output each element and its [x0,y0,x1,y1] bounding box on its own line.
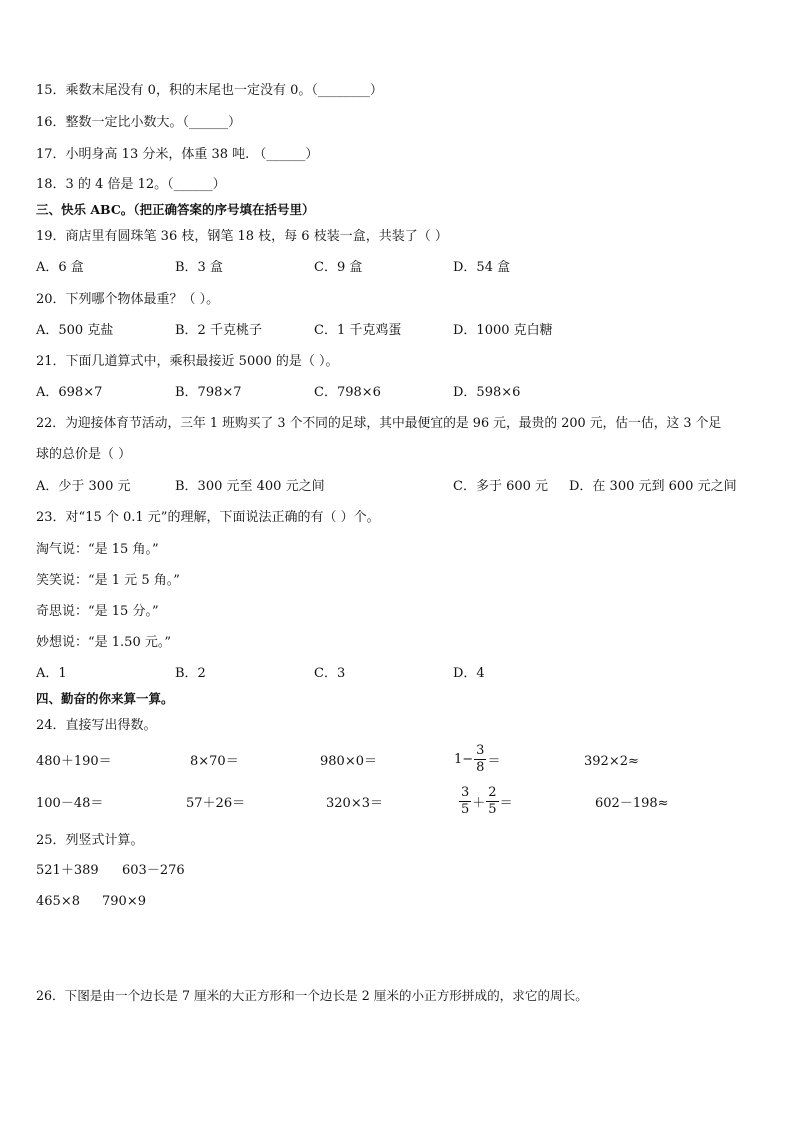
q20-option-b: B．2 千克桃子 [175,323,262,338]
q25-item-1: 521＋389 [36,863,99,878]
fraction-denominator: 5 [461,802,470,817]
question-22-line-1: 22．为迎接体育节活动，三年 1 班购买了 3 个不同的足球，其中最便宜的是 96 元，最贵的 200 元，估一估，这 3 个足 [36,416,722,431]
q21-option-c: C．798×6 [314,385,381,400]
q19-option-b: B．3 盒 [175,260,223,275]
q23-option-c: C．3 [314,666,346,681]
q24-item-6: 100－48＝ [36,796,104,811]
q20-option-a: A．500 克盐 [36,323,114,338]
fraction [474,743,486,776]
q24-item-4-fraction [454,743,500,776]
q24-item-8: 320×3＝ [326,796,383,811]
q23-saying-qisi: 奇思说：“是 15 分。” [36,604,159,619]
fraction-numerator: 2 [488,785,497,800]
q23-option-a: A．1 [36,666,67,681]
question-26: 26．下图是由一个边长是 7 厘米的大正方形和一个边长是 2 厘米的小正方形拼成的，求它的周长。 [36,988,588,1003]
q20-option-d: D．1000 克白糖 [453,323,553,338]
q24-item-9-fraction [458,785,513,818]
question-19: 19．商店里有圆珠笔 36 枝，钢笔 18 枝，每 6 枝装一盒，共装了（ ） [36,229,448,244]
q25-item-4: 790×9 [102,894,146,909]
fraction [486,785,498,818]
q23-option-d: D．4 [453,666,485,681]
q23-saying-taoqi: 淘气说：“是 15 角。” [36,542,159,557]
question-25: 25．列竖式计算。 [36,833,144,848]
question-16: 16．整数一定比小数大。（______） [36,115,242,130]
q23-option-b: B．2 [175,666,206,681]
section-3-heading: 三、快乐 ABC。（把正确答案的序号填在括号里） [36,202,315,217]
q24-item-5: 392×2≈ [584,754,639,769]
q25-item-3: 465×8 [36,894,80,909]
fraction-denominator: 5 [488,802,497,817]
q19-option-a: A．6 盒 [36,260,84,275]
q24-item-9-equals: ＝ [499,796,513,811]
q24-item-4-equals: ＝ [487,754,501,769]
q23-saying-miaoxiang: 妙想说：“是 1.50 元。” [36,635,172,650]
fraction [459,785,471,818]
q21-option-a: A．698×7 [36,385,103,400]
q24-item-2: 8×70＝ [190,754,239,769]
q24-item-7: 57＋26＝ [186,796,246,811]
q24-item-1: 480＋190＝ [36,754,112,769]
question-24: 24．直接写出得数。 [36,718,157,733]
q22-option-d: D．在 300 元到 600 元之间 [569,479,737,494]
question-17: 17．小明身高 13 分米，体重 38 吨. （______） [36,147,319,162]
q21-option-b: B．798×7 [175,385,242,400]
fraction-numerator: 3 [461,785,470,800]
q22-option-a: A．少于 300 元 [36,479,131,494]
q22-option-b: B．300 元至 400 元之间 [175,479,325,494]
question-22-line-2: 球的总价是（ ） [36,447,132,462]
q21-option-d: D．598×6 [453,385,521,400]
question-20: 20．下列哪个物体最重？（ ）。 [36,292,220,307]
section-4-heading: 四、勤奋的你来算一算。 [36,691,174,706]
question-18: 18．3 的 4 倍是 12。（______） [36,177,226,192]
q24-item-3: 980×0＝ [320,754,377,769]
plus-sign: ＋ [472,796,486,811]
q19-option-c: C．9 盒 [314,260,363,275]
q22-option-c: C．多于 600 元 [453,479,549,494]
fraction-denominator: 8 [476,760,485,775]
q20-option-c: C．1 千克鸡蛋 [314,323,402,338]
q25-item-2: 603－276 [122,863,185,878]
question-21: 21．下面几道算式中，乘积最接近 5000 的是（ ）。 [36,354,339,369]
question-23: 23．对“15 个 0.1 元”的理解，下面说法正确的有（ ）个。 [36,510,380,525]
question-15: 15．乘数末尾没有 0，积的末尾也一定没有 0。（________） [36,83,383,98]
q23-saying-xiaoxiao: 笑笑说：“是 1 元 5 角。” [36,573,180,588]
q24-item-4-lead: 1− [454,752,474,767]
q24-item-10: 602－198≈ [595,796,669,811]
fraction-numerator: 3 [476,743,485,758]
q19-option-d: D．54 盒 [453,260,511,275]
